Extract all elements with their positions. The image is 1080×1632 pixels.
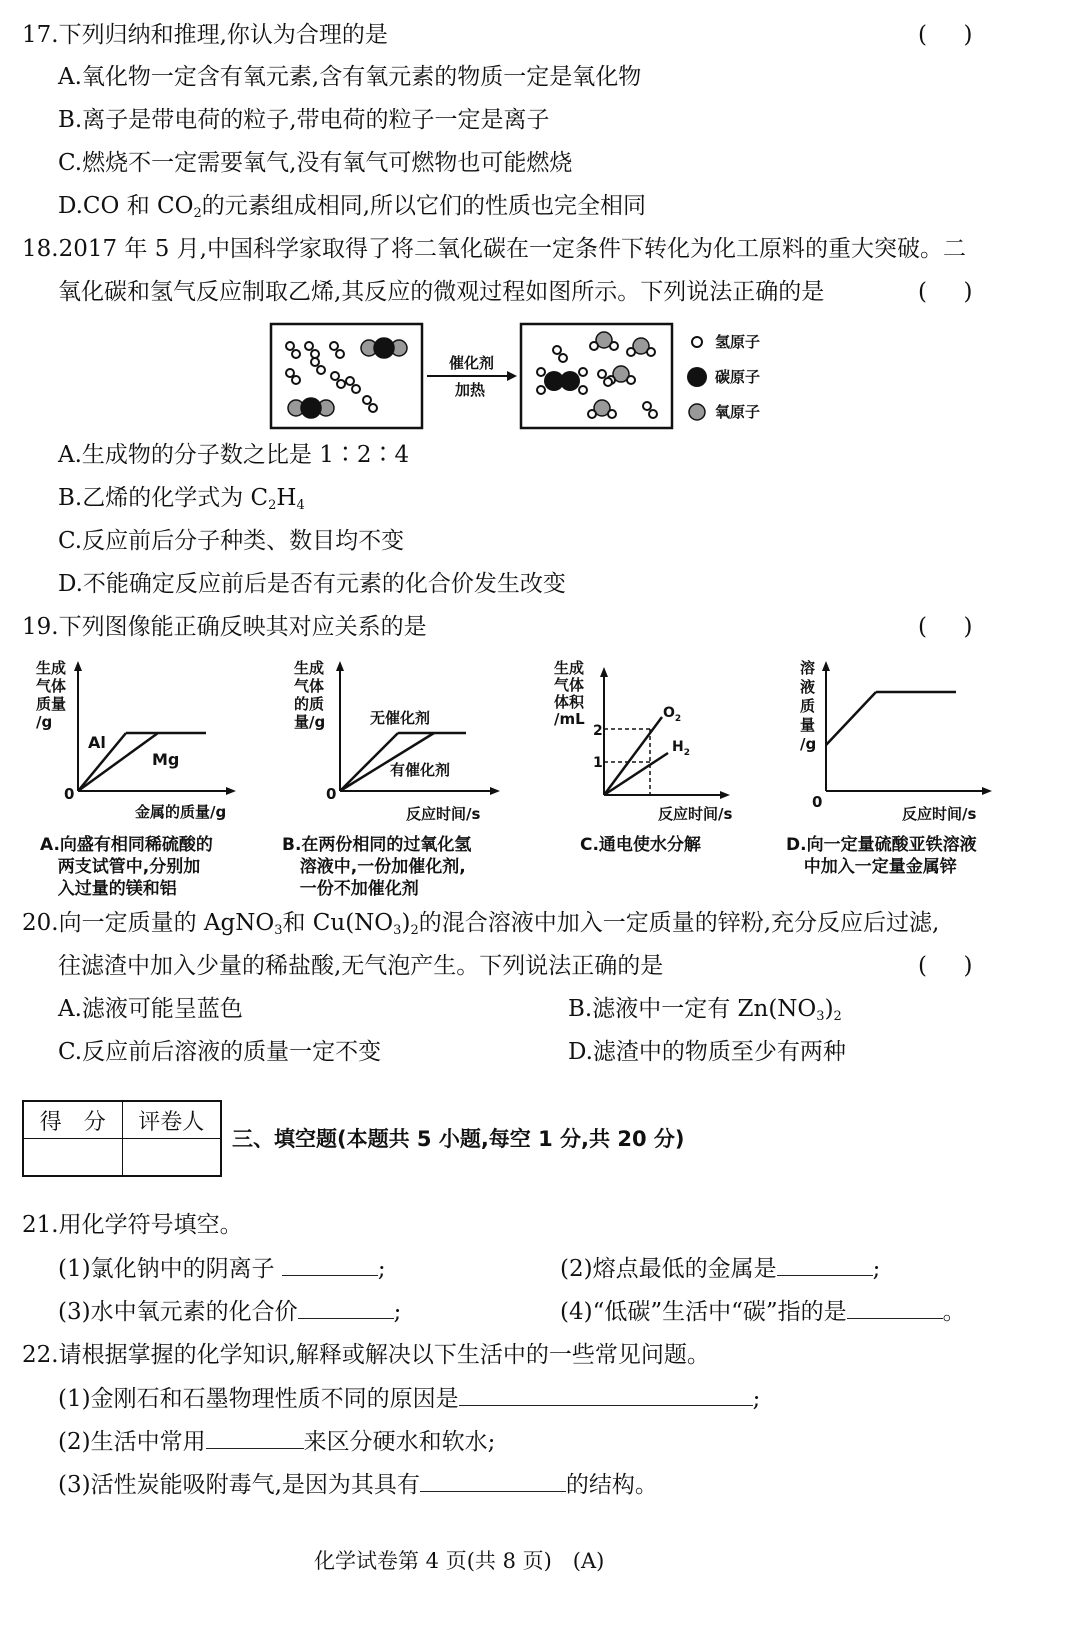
- graph-d-ylabel-1: 溶: [800, 659, 816, 677]
- q22-part2: (2)生活中常用 来区分硬水和软水;: [58, 1426, 495, 1457]
- graph-b-caption: B.在两份相同的过氧化氢 溶液中,一份加催化剂, 一份不加催化剂: [282, 835, 472, 899]
- score-table: [22, 1100, 222, 1177]
- q18-option-b: B.乙烯的化学式为 $C_2H_4$: [58, 485, 305, 513]
- reaction-diagram: [265, 318, 785, 436]
- graph-d-ylabel-4: 量: [800, 716, 816, 734]
- q21-part3: (3)水中氧元素的化合价 ;: [58, 1296, 401, 1327]
- graph-c-tick-2: 2: [593, 723, 603, 739]
- q21-blank-4[interactable]: [847, 1296, 943, 1319]
- arrow-head: [507, 371, 517, 381]
- graph-b: [288, 655, 518, 827]
- graph-c-h2-label: $H_2$: [672, 739, 690, 758]
- graph-c-xlabel: 反应时间/s: [658, 805, 733, 823]
- q21-blank-2[interactable]: [777, 1253, 873, 1276]
- graph-a-origin: 0: [64, 785, 75, 803]
- q22-part3: (3)活性炭能吸附毒气,是因为其具有 的结构。: [58, 1469, 658, 1500]
- q22-stem: 22.请根据掌握的化学知识,解释或解决以下生活中的一些常见问题。: [22, 1342, 710, 1368]
- q17-answer-paren: ( ): [918, 22, 973, 48]
- score-header: 得 分: [23, 1101, 122, 1139]
- q20-option-b: B.滤液中一定有 $Zn(NO_3)_2$: [568, 996, 842, 1024]
- graph-d-ylabel-2: 液: [800, 678, 816, 696]
- arrow-label-heat: 加热: [455, 381, 486, 399]
- section-3-heading: 三、填空题(本题共 5 小题,每空 1 分,共 20 分): [232, 1127, 685, 1151]
- graph-c-h2-line: [604, 753, 668, 795]
- q20-option-d: D.滤渣中的物质至少有两种: [568, 1039, 846, 1065]
- graph-d-rise-line: [826, 692, 876, 745]
- graph-c-tick-1: 1: [593, 755, 603, 771]
- graph-c-caption: C.通电使水分解: [580, 835, 701, 855]
- q18-stem-line1: 18.2017 年 5 月,中国科学家取得了将二氧化碳在一定条件下转化为化工原料的重大突破。二: [22, 236, 966, 262]
- q20-answer-paren: ( ): [918, 953, 973, 979]
- q21-part4: (4)“低碳”生活中“碳”指的是 。: [560, 1296, 966, 1327]
- graph-a: [30, 655, 250, 827]
- grader-cell[interactable]: [122, 1139, 221, 1177]
- page-footer: 化学试卷第 4 页(共 8 页) (A): [314, 1549, 605, 1573]
- q21-part1: (1)氯化钠中的阴离子 ;: [58, 1253, 386, 1284]
- graph-a-caption: A.向盛有相同稀硫酸的 两支试管中,分别加 入过量的镁和铝: [40, 835, 213, 899]
- graph-d: [790, 655, 1010, 827]
- graph-a-ylabel-2: 气体: [36, 677, 67, 695]
- q21-blank-3[interactable]: [298, 1296, 394, 1319]
- graph-a-ylabel-3: 质量: [36, 695, 67, 713]
- graph-c: [548, 655, 748, 827]
- q17-option-c: C.燃烧不一定需要氧气,没有氧气可燃物也可能燃烧: [58, 150, 573, 176]
- graph-a-xlabel: 金属的质量/g: [135, 803, 227, 821]
- graph-a-ylabel-4: /g: [36, 713, 53, 731]
- graph-b-ylabel-3: 的质: [294, 695, 325, 713]
- c2h4-molecule: [537, 368, 587, 394]
- legend-carbon-label: 碳原子: [715, 368, 761, 386]
- q20-option-c: C.反应前后溶液的质量一定不变: [58, 1039, 382, 1065]
- q18-option-c: C.反应前后分子种类、数目均不变: [58, 528, 405, 554]
- legend-carbon-swatch: [687, 367, 707, 387]
- graph-c-ylabel-1: 生成: [554, 659, 585, 677]
- q21-stem: 21.用化学符号填空。: [22, 1212, 243, 1238]
- q17-stem: 17.下列归纳和推理,你认为合理的是: [22, 22, 388, 48]
- q17-option-d: D.CO 和 $CO_2$的元素组成相同,所以它们的性质也完全相同: [58, 193, 647, 221]
- q22-blank-3[interactable]: [420, 1469, 566, 1492]
- q17-option-b: B.离子是带电荷的粒子,带电荷的粒子一定是离子: [58, 107, 550, 133]
- legend-oxygen-swatch: [689, 404, 705, 420]
- graph-a-ylabel-1: 生成: [36, 659, 67, 677]
- q20-option-a: A.滤液可能呈蓝色: [58, 996, 243, 1022]
- q19-answer-paren: ( ): [918, 614, 973, 640]
- q18-stem-line2: 氧化碳和氢气反应制取乙烯,其反应的微观过程如图所示。下列说法正确的是: [58, 279, 825, 305]
- q17-option-a: A.氧化物一定含有氧元素,含有氧元素的物质一定是氧化物: [58, 64, 642, 90]
- q18-option-a: A.生成物的分子数之比是 1∶2∶4: [58, 442, 410, 468]
- q18-answer-paren: ( ): [918, 279, 973, 305]
- q22-blank-1[interactable]: [459, 1383, 753, 1406]
- q20-stem-line1: 20.向一定质量的 AgNO$_3$和 $Cu(NO_3)_2$的混合溶液中加入一定质量的锌粉,充分反应后过滤,: [22, 910, 940, 938]
- graph-d-caption: D.向一定量硫酸亚铁溶液 中加入一定量金属锌: [786, 835, 977, 877]
- graph-c-ylabel-3: 体积: [554, 693, 585, 711]
- graph-b-ylabel-2: 气体: [294, 677, 325, 695]
- graph-c-ylabel-2: 气体: [554, 676, 585, 694]
- graph-d-xlabel: 反应时间/s: [902, 805, 977, 823]
- graph-b-origin: 0: [326, 785, 337, 803]
- score-cell[interactable]: [23, 1139, 122, 1177]
- q22-part1: (1)金刚石和石墨物理性质不同的原因是 ;: [58, 1383, 760, 1414]
- q21-blank-1[interactable]: [282, 1253, 378, 1276]
- q22-blank-2[interactable]: [206, 1426, 304, 1449]
- q20-stem-line2: 往滤渣中加入少量的稀盐酸,无气泡产生。下列说法正确的是: [58, 953, 664, 979]
- graph-d-ylabel-5: /g: [800, 735, 817, 753]
- graph-d-origin: 0: [812, 793, 823, 811]
- graph-b-xlabel: 反应时间/s: [406, 805, 481, 823]
- legend-hydrogen-swatch: [692, 337, 702, 347]
- q18-option-d: D.不能确定反应前后是否有元素的化合价发生改变: [58, 571, 566, 597]
- q19-stem: 19.下列图像能正确反映其对应关系的是: [22, 614, 427, 640]
- graph-b-ylabel-1: 生成: [294, 659, 325, 677]
- graph-c-o2-label: $O_2$: [663, 705, 682, 724]
- legend-hydrogen-label: 氢原子: [715, 333, 761, 351]
- legend-oxygen-label: 氧原子: [715, 403, 761, 421]
- graph-c-ylabel-4: /mL: [554, 710, 585, 728]
- arrow-label-catalyst: 催化剂: [449, 354, 495, 372]
- graph-b-no-catalyst-label: 无催化剂: [370, 709, 431, 727]
- grader-header: 评卷人: [122, 1101, 221, 1139]
- graph-a-al-label: Al: [88, 733, 106, 752]
- graph-d-ylabel-3: 质: [800, 697, 816, 715]
- q21-part2: (2)熔点最低的金属是 ;: [560, 1253, 880, 1284]
- graph-b-ylabel-4: 量/g: [294, 713, 326, 731]
- graph-a-mg-label: Mg: [152, 750, 180, 769]
- graph-b-catalyst-label: 有催化剂: [390, 761, 451, 779]
